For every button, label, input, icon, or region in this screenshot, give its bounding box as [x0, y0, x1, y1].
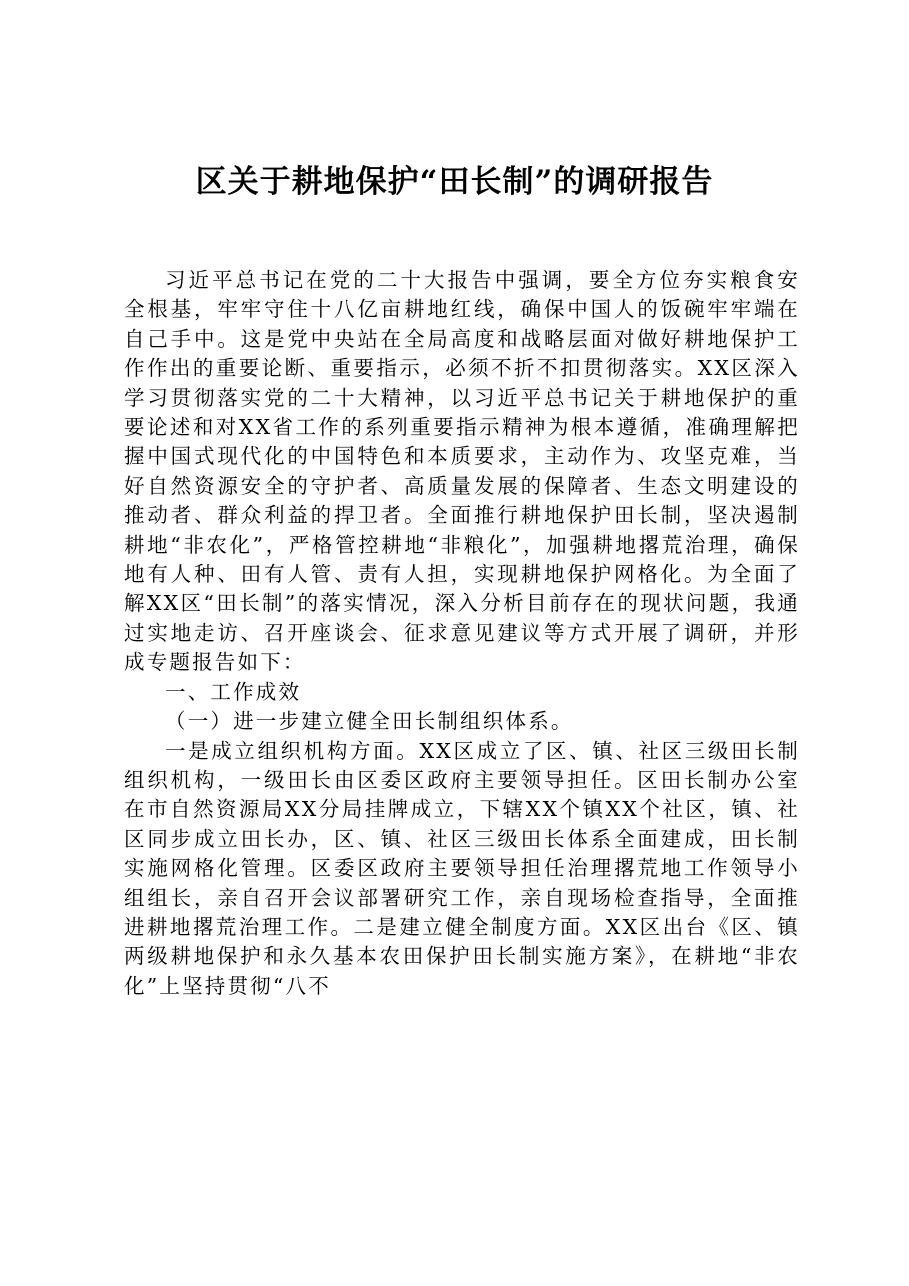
subsection-heading: （一）进一步建立健全田长制组织体系。	[165, 709, 574, 734]
intro-paragraph: 习近平总书记在党的二十大报告中强调，要全方位夯实粮食安全根基，牢牢守住十八亿亩耕地红线，确保中国人的饭碗牢牢端在自己手中。这是党中央站在全局高度和战略层面对做好耕地保护工作作出的重要论断、重要指示，必须不折不扣贯彻落实。XX区深入学习贯彻落实党的二十大精神，以习近平总书记关于耕地保护的重要论述和对XX省工作的系列重要指示精神为根本遵循，准确理解把握中国式现代化的中国特色和本质要求，主动作为、攻坚克难，当好自然资源安全的守护者、高质量发展的保障者、生态文明建设的推动者、群众利益的捍卫者。全面推行耕地保护田长制，坚决遏制耕地“非农化”，严格管控耕地“非粮化”，加强耕地撂荒治理，确保地有人种、田有人管、责有人担，实现耕地保护网格化。为全面了解XX区“田长制”的落实情况，深入分析目前存在的现状问题，我通过实地走访、召开座谈会、征求意见建议等方式开展了调研，并形成专题报告如下：	[124, 268, 800, 675]
document-title: 区关于耕地保护“田长制”的调研报告	[195, 164, 714, 200]
body-paragraph: 一是成立组织机构方面。XX区成立了区、镇、社区三级田长制组织机构，一级田长由区委区政府主要领导担任。区田长制办公室在市自然资源局XX分局挂牌成立，下辖XX个镇XX个社区，镇、社区同步成立田长办，区、镇、社区三级田长体系全面建成，田长制实施网格化管理。区委区政府主要领导担任治理撂荒地工作领导小组组长，亲自召开会议部署研究工作，亲自现场检查指导，全面推进耕地撂荒治理工作。二是建立健全制度方面。XX区出台《区、镇两级耕地保护和永久基本农田保护田长制实施方案》，在耕地“非农化”上坚持贯彻“八不	[124, 738, 800, 998]
section-heading: 一、工作成效	[165, 679, 302, 704]
document-body	[124, 266, 800, 1001]
